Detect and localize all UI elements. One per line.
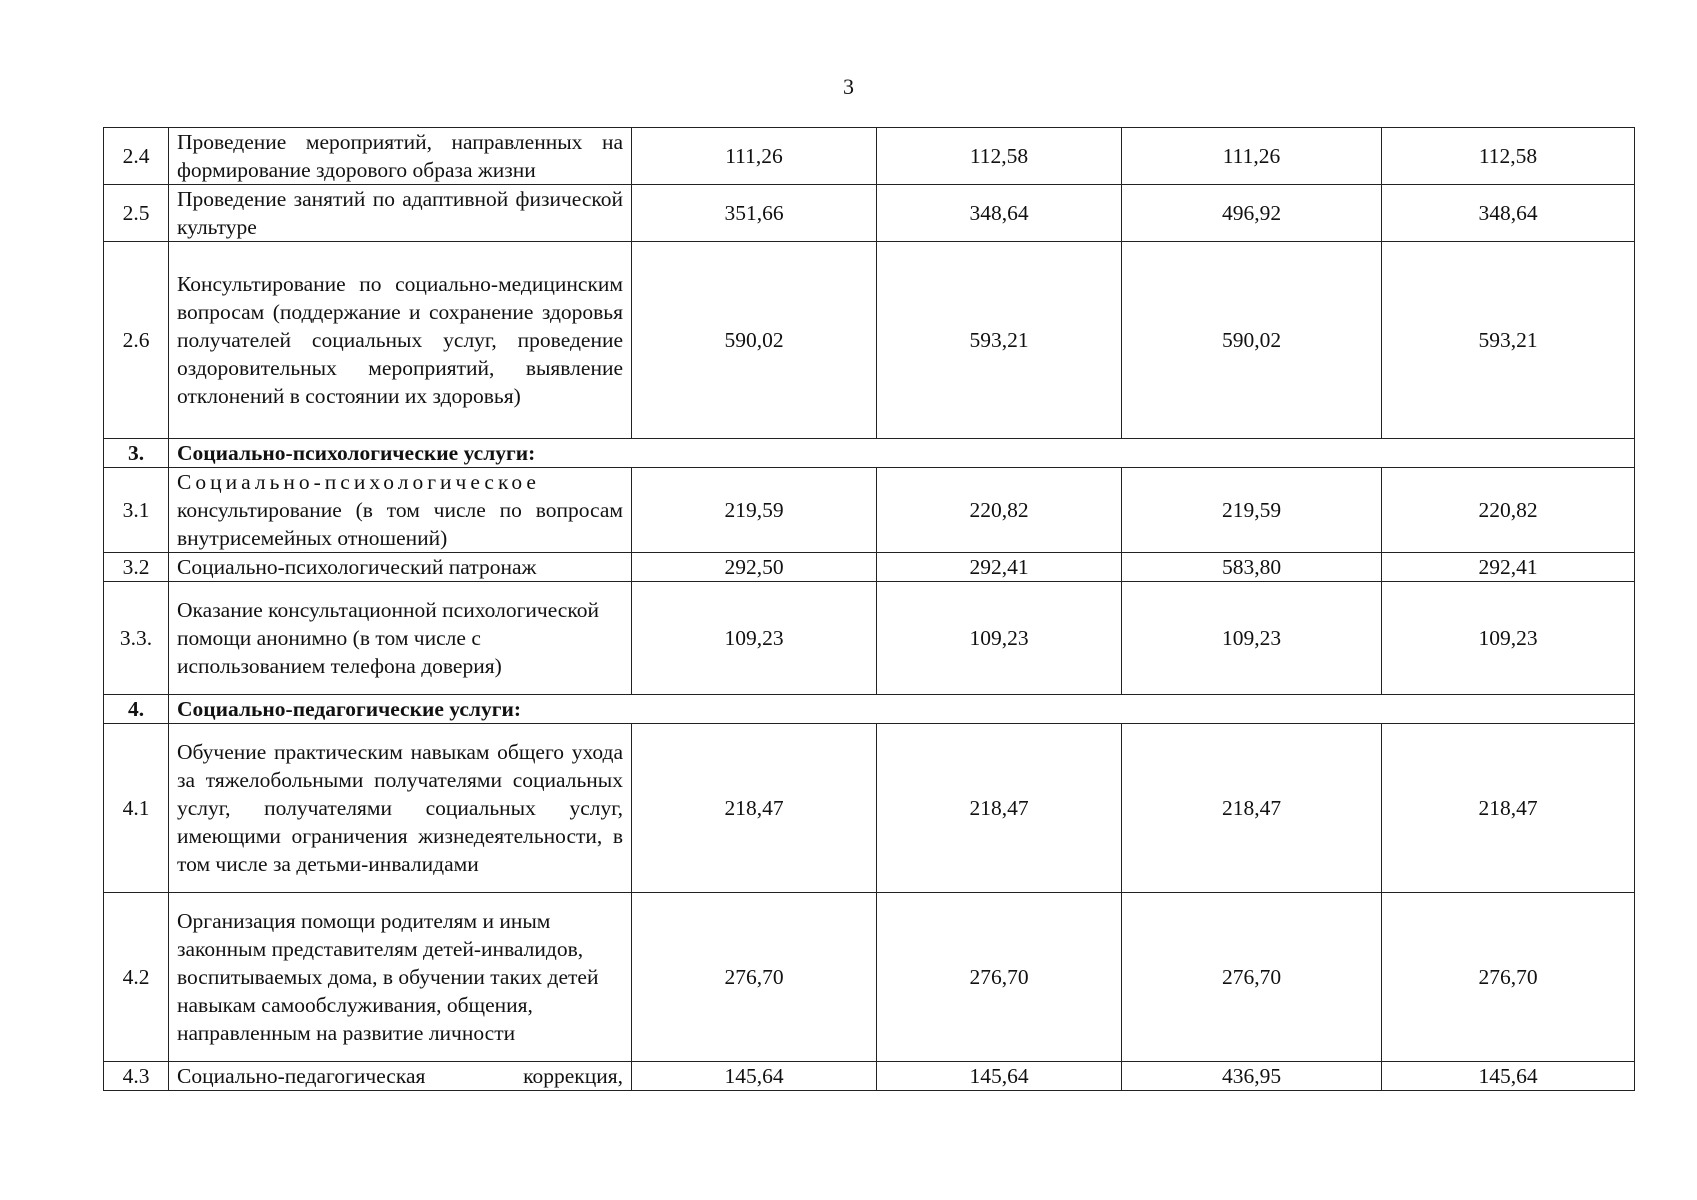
table-row: [104, 724, 1635, 893]
row-number: 4.3: [104, 1062, 169, 1091]
value-cell: 590,02: [632, 242, 877, 439]
value-cell: 219,59: [632, 468, 877, 553]
value-cell: 348,64: [1382, 185, 1635, 242]
service-name: Обучение практическим навыкам общего ухода за тяжелобольными получателями социальных услуг, получателями социальных услуг, имеющими ограничения жизнедеятельности, в том числе за детьми-инвалидами: [169, 724, 632, 893]
value-cell: 109,23: [1382, 582, 1635, 695]
value-cell: 219,59: [1122, 468, 1382, 553]
section-title: Социально-педагогические услуги:: [169, 695, 1635, 724]
service-name: Консультирование по социально-медицинским вопросам (поддержание и сохранение здоровья получателей социальных услуг, проведение оздоровительных мероприятий, выявление отклонений в состоянии их здоровья): [169, 242, 632, 439]
table-row: [104, 553, 1635, 582]
value-cell: 436,95: [1122, 1062, 1382, 1091]
row-number: 3.1: [104, 468, 169, 553]
service-name: Проведение занятий по адаптивной физической культуре: [169, 185, 632, 242]
table-row: [104, 242, 1635, 439]
section-number: 3.: [104, 439, 169, 468]
row-number: 4.1: [104, 724, 169, 893]
service-name: Организация помощи родителям и иным законным представителям детей-инвалидов, воспитываемых дома, в обучении таких детей навыкам самообслуживания, общения, направленным на развитие личности: [169, 893, 632, 1062]
value-cell: 109,23: [1122, 582, 1382, 695]
section-number: 4.: [104, 695, 169, 724]
value-cell: 145,64: [632, 1062, 877, 1091]
service-name: [169, 468, 632, 553]
row-number: 2.6: [104, 242, 169, 439]
value-cell: 348,64: [877, 185, 1122, 242]
row-number: 3.2: [104, 553, 169, 582]
value-cell: 145,64: [1382, 1062, 1635, 1091]
value-cell: 593,21: [877, 242, 1122, 439]
value-cell: 496,92: [1122, 185, 1382, 242]
value-cell: 145,64: [877, 1062, 1122, 1091]
row-number: 3.3.: [104, 582, 169, 695]
value-cell: 276,70: [632, 893, 877, 1062]
value-cell: 218,47: [1382, 724, 1635, 893]
value-cell: 218,47: [1122, 724, 1382, 893]
value-cell: 109,23: [632, 582, 877, 695]
value-cell: 112,58: [877, 128, 1122, 185]
value-cell: 276,70: [877, 893, 1122, 1062]
value-cell: 590,02: [1122, 242, 1382, 439]
row-number: 2.5: [104, 185, 169, 242]
section-row: [104, 695, 1635, 724]
page-number: 3: [843, 74, 854, 99]
service-name-rest: консультирование (в том числе по вопросам внутрисемейных отношений): [177, 498, 623, 550]
row-number: 4.2: [104, 893, 169, 1062]
section-row: [104, 439, 1635, 468]
value-cell: 109,23: [877, 582, 1122, 695]
table-row: [104, 128, 1635, 185]
value-cell: 220,82: [1382, 468, 1635, 553]
value-cell: 218,47: [877, 724, 1122, 893]
table-row: [104, 582, 1635, 695]
value-cell: 220,82: [877, 468, 1122, 553]
value-cell: 351,66: [632, 185, 877, 242]
value-cell: 112,58: [1382, 128, 1635, 185]
service-name: Социально-педагогическая коррекция,: [169, 1062, 632, 1091]
service-name-first-line: Социально-психологическое: [177, 470, 540, 494]
service-name: Оказание консультационной психологической помощи анонимно (в том числе с использованием телефона доверия): [169, 582, 632, 695]
value-cell: 276,70: [1122, 893, 1382, 1062]
value-cell: 292,41: [1382, 553, 1635, 582]
value-cell: 583,80: [1122, 553, 1382, 582]
service-name: Проведение мероприятий, направленных на формирование здорового образа жизни: [169, 128, 632, 185]
value-cell: 276,70: [1382, 893, 1635, 1062]
table-row: [104, 468, 1635, 553]
row-number: 2.4: [104, 128, 169, 185]
table-row: [104, 185, 1635, 242]
value-cell: 218,47: [632, 724, 877, 893]
value-cell: 292,50: [632, 553, 877, 582]
value-cell: 111,26: [632, 128, 877, 185]
service-name: Социально-психологический патронаж: [169, 553, 632, 582]
table-row: [104, 1062, 1635, 1091]
value-cell: 593,21: [1382, 242, 1635, 439]
table-row: [104, 893, 1635, 1062]
section-title: Социально-психологические услуги:: [169, 439, 1635, 468]
value-cell: 292,41: [877, 553, 1122, 582]
value-cell: 111,26: [1122, 128, 1382, 185]
services-tariff-table: [103, 127, 1635, 1091]
